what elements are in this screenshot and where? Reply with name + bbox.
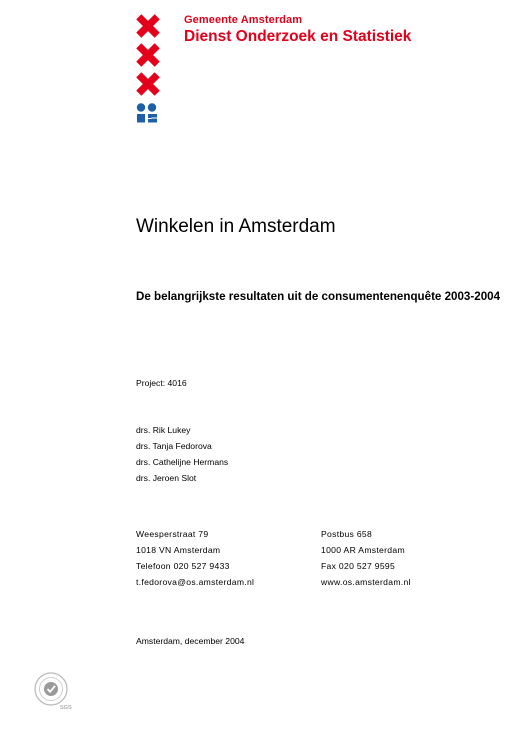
certification-seal-icon: [33, 671, 73, 716]
phone-number: Telefoon 020 527 9433: [136, 561, 230, 571]
visiting-address: [136, 529, 254, 593]
author-name: drs. Rik Lukey: [136, 425, 191, 435]
author-list: [136, 425, 228, 489]
os-logo-icon: [135, 102, 161, 129]
seal-text: SGS: [60, 705, 72, 711]
document-title: Winkelen in Amsterdam: [136, 216, 336, 237]
author-name: drs. Cathelijne Hermans: [136, 457, 229, 467]
postal-address: [321, 529, 411, 593]
address-line: 1000 AR Amsterdam: [321, 545, 405, 555]
organization-name: Dienst Onderzoek en Statistiek: [184, 28, 412, 45]
document-subtitle: De belangrijkste resultaten uit de consumentenenquête 2003-2004: [136, 290, 501, 303]
amsterdam-xxx-logo-icon: [135, 14, 161, 96]
email-address: t.fedorova@os.amsterdam.nl: [136, 577, 255, 587]
address-line: Postbus 658: [321, 529, 373, 539]
organization-subtitle: Gemeente Amsterdam: [184, 14, 303, 26]
website-url: www.os.amsterdam.nl: [321, 577, 411, 587]
fax-number: Fax 020 527 9595: [321, 561, 396, 571]
author-name: drs. Tanja Fedorova: [136, 441, 212, 451]
address-line: Weesperstraat 79: [136, 529, 209, 539]
publication-date: Amsterdam, december 2004: [136, 636, 245, 646]
project-number: Project: 4016: [136, 378, 187, 388]
address-line: 1018 VN Amsterdam: [136, 545, 221, 555]
author-name: drs. Jeroen Slot: [136, 473, 197, 483]
